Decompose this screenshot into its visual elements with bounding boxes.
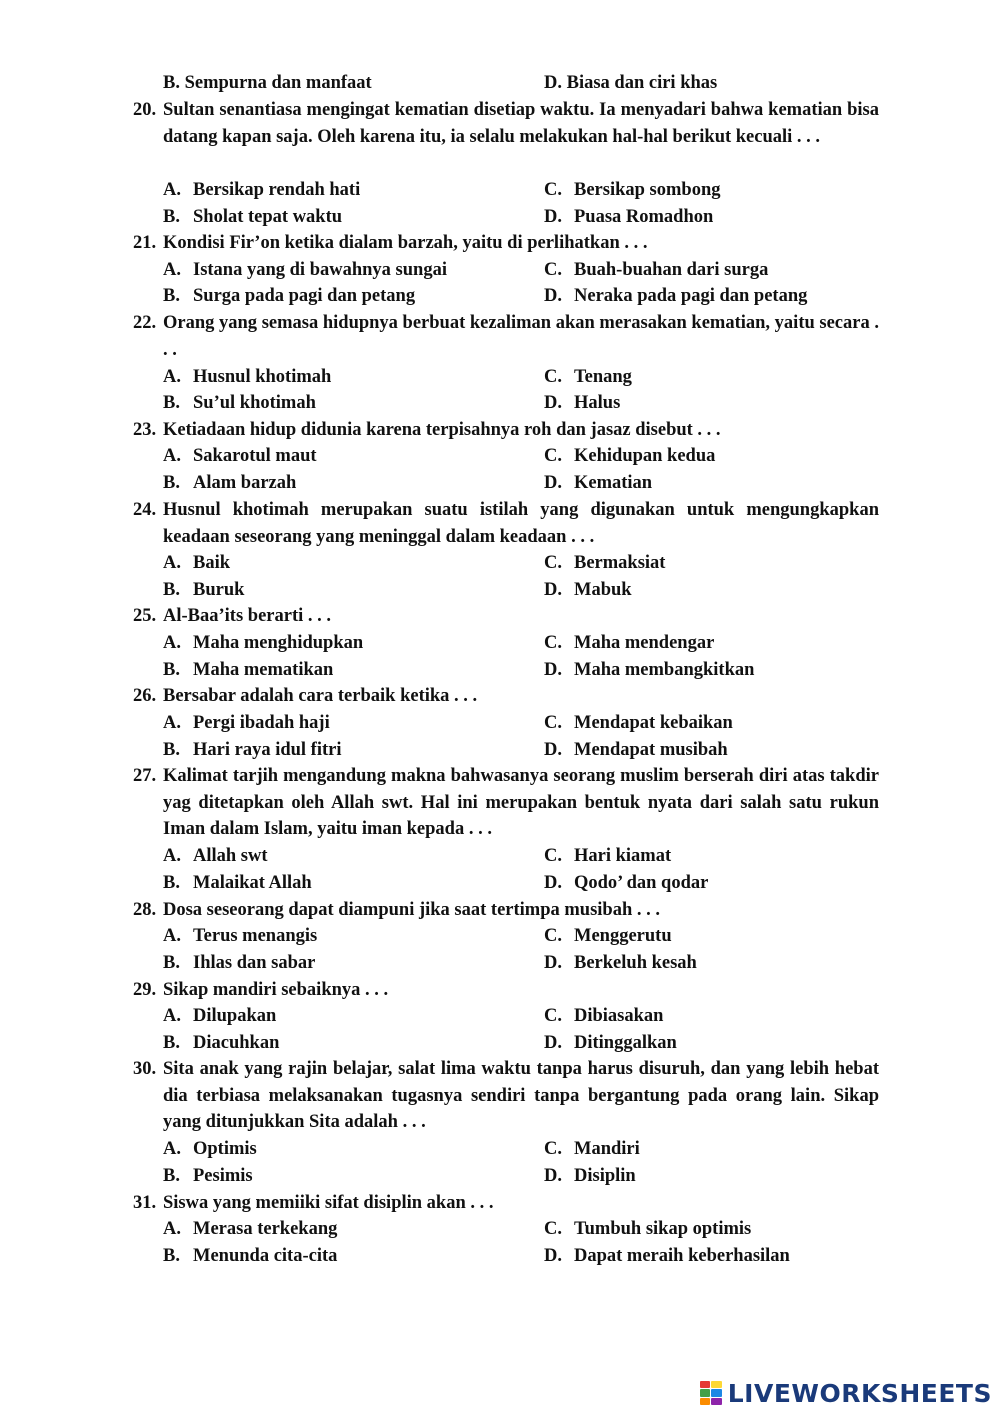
option-a[interactable]: A. Maha menghidupkan	[163, 633, 364, 653]
question-number: 31.	[133, 1193, 157, 1213]
question-number: 21.	[133, 233, 157, 253]
question-text: Husnul khotimah merupakan suatu istilah yang digunakan untuk mengungkapkan keadaan seseorang yang meninggal dalam keadaan . . .	[163, 500, 879, 547]
question-number: 27.	[133, 766, 157, 786]
option-c[interactable]: C. Buah-buahan dari surga	[544, 260, 769, 280]
option-c[interactable]: C. Tenang	[544, 367, 632, 387]
question-number: 20.	[133, 100, 157, 120]
liveworksheets-logo-icon	[700, 1381, 722, 1405]
option-b[interactable]: B. Buruk	[163, 580, 245, 600]
question-text: Kondisi Fir’on ketika dialam barzah, yaitu di perlihatkan . . .	[163, 233, 648, 253]
option-c[interactable]: C. Bermaksiat	[544, 553, 666, 573]
question-number: 29.	[133, 980, 157, 1000]
option-b[interactable]: B. Pesimis	[163, 1166, 253, 1186]
option-c[interactable]: C. Menggerutu	[544, 926, 672, 946]
option-b[interactable]: B. Menunda cita-cita	[163, 1246, 338, 1266]
question-text: Siswa yang memiiki sifat disiplin akan . . .	[163, 1193, 494, 1213]
question-text: Ketiadaan hidup didunia karena terpisahnya roh dan jasaz disebut . . .	[163, 420, 721, 440]
question-number: 30.	[133, 1059, 157, 1079]
option-a[interactable]: A. Baik	[163, 553, 231, 573]
option-a[interactable]: A. Pergi ibadah haji	[163, 713, 330, 733]
option-b[interactable]: B. Su’ul khotimah	[163, 393, 316, 413]
option-c[interactable]: C. Mandiri	[544, 1139, 640, 1159]
question-number: 24.	[133, 500, 157, 520]
option-a[interactable]: A. Optimis	[163, 1139, 257, 1159]
option-b[interactable]: B. Alam barzah	[163, 473, 297, 493]
option-b[interactable]: B. Ihlas dan sabar	[163, 953, 316, 973]
liveworksheets-logo[interactable]	[700, 1378, 992, 1408]
option-d[interactable]: D. Maha membangkitkan	[544, 660, 755, 680]
option-a[interactable]: A. Terus menangis	[163, 926, 318, 946]
option-c[interactable]: C. Dibiasakan	[544, 1006, 664, 1026]
option-a[interactable]: A. Bersikap rendah hati	[163, 180, 361, 200]
question-text: Sita anak yang rajin belajar, salat lima waktu tanpa harus disuruh, dan yang lebih hebat dia terbiasa melaksanakan tugasnya sendiri tanpa bergantung pada orang lain. Sikap yang ditunjukkan Sita adalah . . .	[163, 1059, 879, 1133]
option-c[interactable]: C. Mendapat kebaikan	[544, 713, 733, 733]
option-b[interactable]: B. Surga pada pagi dan petang	[163, 286, 416, 306]
option-b[interactable]: B. Maha mematikan	[163, 660, 334, 680]
option-a[interactable]: A. Merasa terkekang	[163, 1219, 338, 1239]
option-b[interactable]: B. Hari raya idul fitri	[163, 740, 342, 760]
question-text: Sultan senantiasa mengingat kematian disetiap waktu. Ia menyadari bahwa kematian bisa datang kapan saja. Oleh karena itu, ia selalu melakukan hal-hal berikut kecuali . . .	[163, 100, 879, 147]
option-d[interactable]: D. Berkeluh kesah	[544, 953, 697, 973]
question-number: 25.	[133, 606, 157, 626]
option-d[interactable]: D. Ditinggalkan	[544, 1033, 677, 1053]
option-d[interactable]: D. Neraka pada pagi dan petang	[544, 286, 808, 306]
option-c[interactable]: C. Maha mendengar	[544, 633, 715, 653]
option-a[interactable]: A. Allah swt	[163, 846, 268, 866]
option-c[interactable]: C. Kehidupan kedua	[544, 446, 716, 466]
question-text: Kalimat tarjih mengandung makna bahwasanya seorang muslim berserah diri atas takdir yag ditetapkan oleh Allah swt. Hal ini merupakan bentuk nyata dari salah satu rukun Iman dalam Islam, yaitu iman kepada . . .	[163, 766, 879, 840]
option-d[interactable]: D. Halus	[544, 393, 621, 413]
option-b[interactable]: B. Malaikat Allah	[163, 873, 312, 893]
option-b[interactable]: B. Sholat tepat waktu	[163, 207, 343, 227]
question-number: 26.	[133, 686, 157, 706]
option-d[interactable]: D. Mendapat musibah	[544, 740, 728, 760]
option-b[interactable]: B. Diacuhkan	[163, 1033, 280, 1053]
option-d[interactable]: D. Qodo’ dan qodar	[544, 873, 709, 893]
option-d[interactable]: D. Puasa Romadhon	[544, 207, 714, 227]
option-a[interactable]: A. Sakarotul maut	[163, 446, 317, 466]
option-c[interactable]: C. Hari kiamat	[544, 846, 672, 866]
option-d[interactable]: D. Dapat meraih keberhasilan	[544, 1246, 790, 1266]
option-d[interactable]: D. Disiplin	[544, 1166, 636, 1186]
question-number: 23.	[133, 420, 157, 440]
question-text: Sikap mandiri sebaiknya . . .	[163, 980, 389, 1000]
option-a[interactable]: A. Husnul khotimah	[163, 367, 332, 387]
option-a[interactable]: A. Istana yang di bawahnya sungai	[163, 260, 447, 280]
question-number: 22.	[133, 313, 157, 333]
option-c[interactable]: C. Bersikap sombong	[544, 180, 721, 200]
question-text: Bersabar adalah cara terbaik ketika . . .	[163, 686, 478, 706]
option-d[interactable]: D. Mabuk	[544, 580, 632, 600]
option-d[interactable]: D. Kematian	[544, 473, 653, 493]
option-a[interactable]: A. Dilupakan	[163, 1006, 277, 1026]
question-number: 28.	[133, 900, 157, 920]
brand-text: LIVEWORKSHEETS	[727, 1378, 992, 1408]
question-text: Al-Baa’its berarti . . .	[163, 606, 332, 626]
question-text: Orang yang semasa hidupnya berbuat kezaliman akan merasakan kematian, yaitu secara . . .	[163, 313, 879, 360]
question-text: Dosa seseorang dapat diampuni jika saat tertimpa musibah . . .	[163, 900, 660, 920]
prev-option-b: B. Sempurna dan manfaat	[163, 73, 372, 93]
option-c[interactable]: C. Tumbuh sikap optimis	[544, 1219, 752, 1239]
prev-option-d: D. Biasa dan ciri khas	[544, 73, 718, 93]
